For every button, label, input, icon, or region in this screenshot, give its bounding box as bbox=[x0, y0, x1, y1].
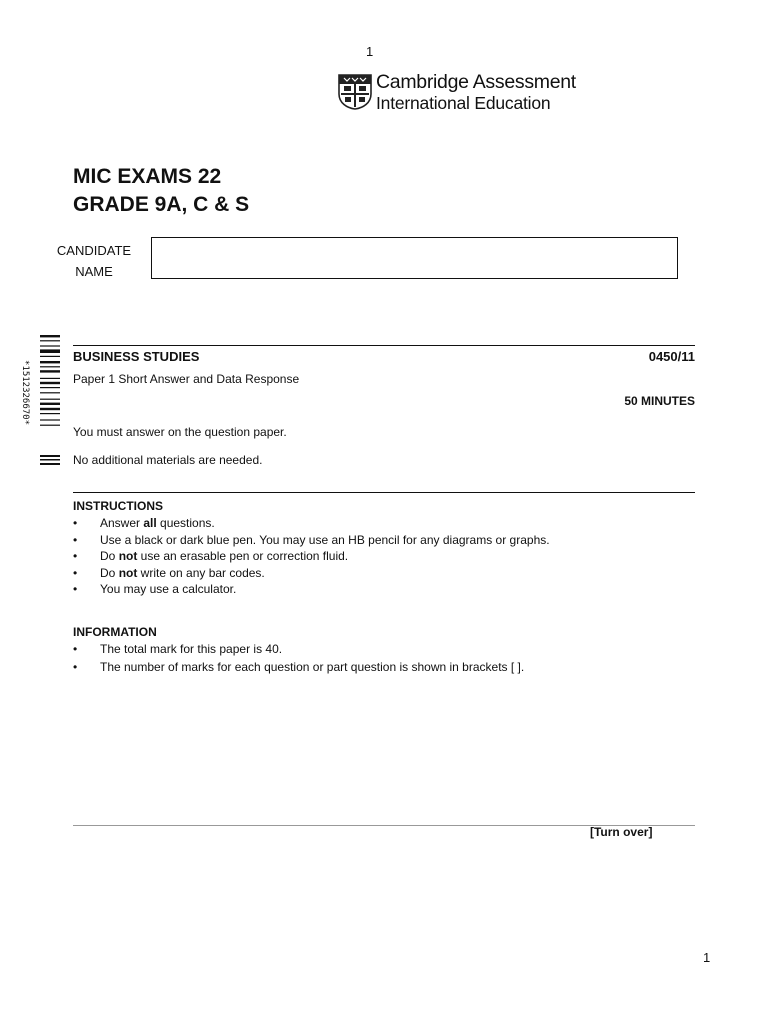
information-item bbox=[73, 660, 524, 677]
bullet-icon: • bbox=[73, 516, 78, 530]
logo-line-1: Cambridge Assessment bbox=[376, 71, 576, 93]
information-text: The number of marks for each question or part question is shown in brackets [ ]. bbox=[100, 660, 525, 674]
instructions-list bbox=[73, 516, 550, 599]
barcode-bar bbox=[40, 378, 60, 379]
instruction-text: You may use a calculator. bbox=[100, 582, 237, 597]
barcode-bar bbox=[40, 335, 60, 337]
information-item bbox=[73, 642, 524, 660]
barcode-digits: *1512326670* bbox=[20, 360, 30, 426]
turn-over-note: [Turn over] bbox=[590, 825, 653, 839]
barcode-bar bbox=[40, 382, 60, 384]
instructions-rule bbox=[73, 492, 695, 493]
barcode-bar bbox=[40, 361, 60, 363]
page-number-top: 1 bbox=[366, 44, 374, 59]
instruction-emphasis: not bbox=[118, 549, 138, 564]
candidate-name-field[interactable] bbox=[151, 237, 678, 279]
instruction-item bbox=[73, 516, 550, 533]
barcode-bar bbox=[40, 370, 60, 372]
information-list bbox=[73, 642, 524, 677]
barcode-bar bbox=[40, 387, 60, 388]
barcode-bar bbox=[40, 399, 60, 400]
barcode-bar bbox=[40, 356, 60, 357]
instruction-text: Answer bbox=[100, 516, 144, 530]
barcode-bar bbox=[40, 459, 60, 461]
exam-duration: 50 MINUTES bbox=[624, 394, 695, 408]
barcode-bar bbox=[40, 403, 60, 405]
information-heading: INFORMATION bbox=[73, 625, 157, 639]
barcode-bar bbox=[40, 366, 60, 367]
barcode-bar bbox=[40, 413, 60, 414]
bullet-icon: • bbox=[73, 549, 78, 564]
bullet-icon: • bbox=[73, 582, 78, 597]
exam-title: MIC EXAMS 22 bbox=[73, 165, 222, 188]
materials-note: No additional materials are needed. bbox=[73, 453, 263, 467]
answer-note: You must answer on the question paper. bbox=[73, 425, 287, 439]
barcode-bar bbox=[40, 463, 60, 465]
bullet-icon: • bbox=[73, 642, 78, 656]
instruction-text: Do bbox=[100, 549, 119, 564]
grade-title: GRADE 9A, C & S bbox=[73, 193, 250, 216]
instruction-item bbox=[73, 582, 550, 599]
instruction-text: questions. bbox=[156, 516, 215, 530]
barcode-bar bbox=[40, 425, 60, 426]
page-number-bottom: 1 bbox=[703, 950, 711, 965]
candidate-label-line-2: NAME bbox=[75, 264, 113, 279]
instruction-text: write on any bar codes. bbox=[137, 565, 265, 580]
instruction-text: Do bbox=[100, 565, 119, 580]
barcode-bar bbox=[40, 408, 60, 410]
barcode bbox=[36, 335, 68, 469]
paper-code: 0450/11 bbox=[648, 349, 695, 364]
bullet-icon: • bbox=[73, 660, 78, 674]
barcode-bar bbox=[40, 349, 60, 353]
instruction-item bbox=[73, 549, 550, 566]
barcode-bar bbox=[40, 345, 60, 346]
information-text: The total mark for this paper is 40. bbox=[100, 642, 283, 656]
instruction-item bbox=[73, 566, 550, 583]
instruction-text: use an erasable pen or correction fluid. bbox=[137, 549, 349, 564]
paper-title: Paper 1 Short Answer and Data Response bbox=[73, 372, 300, 386]
instruction-text: Use a black or dark blue pen. You may use an HB pencil for any diagrams or graphs. bbox=[100, 532, 550, 547]
bullet-icon: • bbox=[73, 565, 78, 580]
cambridge-crest-icon bbox=[338, 74, 372, 110]
bullet-icon: • bbox=[73, 532, 78, 547]
candidate-label-line-1: CANDIDATE bbox=[56, 243, 132, 258]
logo-line-2: International Education bbox=[376, 93, 551, 113]
barcode-bar bbox=[40, 392, 60, 393]
candidate-name-label bbox=[46, 240, 142, 282]
instruction-item bbox=[73, 533, 550, 550]
instruction-emphasis: all bbox=[143, 516, 157, 530]
barcode-bar bbox=[40, 455, 60, 457]
barcode-bar bbox=[40, 419, 60, 420]
barcode-bar bbox=[40, 340, 60, 341]
subject-title: BUSINESS STUDIES bbox=[73, 349, 200, 364]
cambridge-logo bbox=[338, 72, 588, 114]
instructions-heading: INSTRUCTIONS bbox=[73, 499, 163, 513]
top-rule bbox=[73, 345, 695, 346]
instruction-emphasis: not bbox=[118, 565, 138, 580]
